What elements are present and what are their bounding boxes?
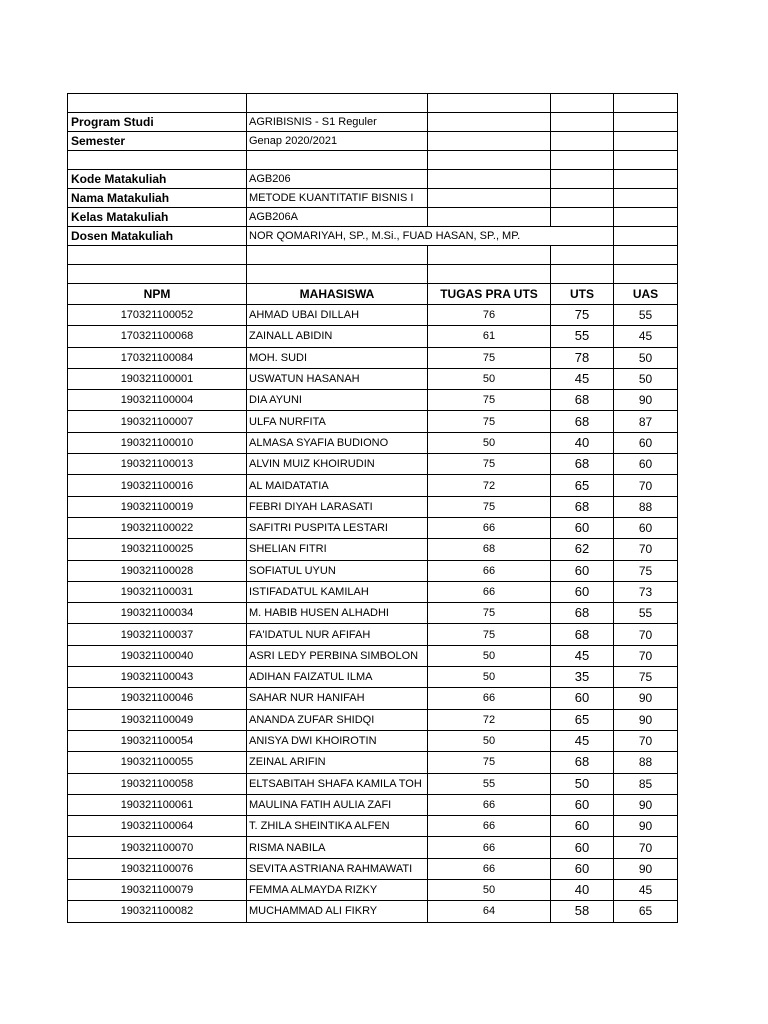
tugas-pra-uts-cell[interactable]: 75 <box>428 390 551 411</box>
kelas-matakuliah-value[interactable]: AGB206A <box>247 208 428 227</box>
table-row <box>68 794 678 815</box>
npm-cell[interactable]: 190321100028 <box>68 560 247 581</box>
mahasiswa-cell[interactable]: ISTIFADATUL KAMILAH <box>247 581 428 602</box>
mahasiswa-cell[interactable]: ADIHAN FAIZATUL ILMA <box>247 667 428 688</box>
tugas-pra-uts-cell[interactable]: 66 <box>428 816 551 837</box>
tugas-pra-uts-cell[interactable]: 66 <box>428 517 551 538</box>
mahasiswa-cell[interactable]: MUCHAMMAD ALI FIKRY <box>247 901 428 922</box>
uts-cell[interactable]: 58 <box>551 901 614 922</box>
mahasiswa-cell[interactable]: ANISYA DWI KHOIROTIN <box>247 730 428 751</box>
npm-cell[interactable]: 190321100070 <box>68 837 247 858</box>
info-row-nama <box>68 189 678 208</box>
mahasiswa-cell[interactable]: SAHAR NUR HANIFAH <box>247 688 428 709</box>
tugas-pra-uts-cell[interactable]: 50 <box>428 880 551 901</box>
uts-cell[interactable]: 65 <box>551 475 614 496</box>
table-row <box>68 411 678 432</box>
tugas-pra-uts-cell[interactable]: 50 <box>428 645 551 666</box>
mahasiswa-cell[interactable]: MOH. SUDI <box>247 347 428 368</box>
dosen-matakuliah-label[interactable]: Dosen Matakuliah <box>68 227 247 246</box>
kode-matakuliah-label[interactable]: Kode Matakuliah <box>68 170 247 189</box>
tugas-pra-uts-cell[interactable]: 50 <box>428 667 551 688</box>
tugas-pra-uts-cell[interactable]: 66 <box>428 581 551 602</box>
uas-cell[interactable]: 73 <box>614 581 678 602</box>
table-row <box>68 390 678 411</box>
npm-cell[interactable]: 190321100037 <box>68 624 247 645</box>
uts-cell[interactable]: 68 <box>551 496 614 517</box>
mahasiswa-cell[interactable]: FEBRI DIYAH LARASATI <box>247 496 428 517</box>
mahasiswa-cell[interactable]: USWATUN HASANAH <box>247 368 428 389</box>
table-row <box>68 475 678 496</box>
uas-cell[interactable]: 88 <box>614 752 678 773</box>
uas-cell[interactable]: 87 <box>614 411 678 432</box>
uts-cell[interactable]: 60 <box>551 858 614 879</box>
table-row <box>68 816 678 837</box>
header-uas[interactable]: UAS <box>614 284 678 305</box>
table-row <box>68 560 678 581</box>
uts-cell[interactable]: 65 <box>551 709 614 730</box>
tugas-pra-uts-cell[interactable]: 68 <box>428 539 551 560</box>
uts-cell[interactable]: 60 <box>551 794 614 815</box>
tugas-pra-uts-cell[interactable]: 75 <box>428 347 551 368</box>
npm-cell[interactable]: 190321100034 <box>68 603 247 624</box>
npm-cell[interactable]: 190321100019 <box>68 496 247 517</box>
uts-cell[interactable]: 55 <box>551 326 614 347</box>
table-row <box>68 667 678 688</box>
tugas-pra-uts-cell[interactable]: 72 <box>428 475 551 496</box>
uas-cell[interactable]: 70 <box>614 624 678 645</box>
header-uts[interactable]: UTS <box>551 284 614 305</box>
uts-cell[interactable]: 60 <box>551 816 614 837</box>
uts-cell[interactable]: 75 <box>551 305 614 326</box>
tugas-pra-uts-cell[interactable]: 66 <box>428 858 551 879</box>
table-row <box>68 305 678 326</box>
uas-cell[interactable]: 90 <box>614 816 678 837</box>
table-row <box>68 901 678 922</box>
npm-cell[interactable]: 190321100013 <box>68 454 247 475</box>
nama-matakuliah-value[interactable]: METODE KUANTITATIF BISNIS I <box>247 189 428 208</box>
table-row <box>68 496 678 517</box>
uts-cell[interactable]: 60 <box>551 688 614 709</box>
table-row <box>68 645 678 666</box>
uts-cell[interactable]: 68 <box>551 390 614 411</box>
uts-cell[interactable]: 60 <box>551 837 614 858</box>
header-npm[interactable]: NPM <box>68 284 247 305</box>
blank-row <box>68 151 678 170</box>
npm-cell[interactable]: 190321100058 <box>68 773 247 794</box>
uas-cell[interactable]: 90 <box>614 688 678 709</box>
header-row <box>68 284 678 305</box>
tugas-pra-uts-cell[interactable]: 66 <box>428 837 551 858</box>
blank-row <box>68 246 678 265</box>
tugas-pra-uts-cell[interactable]: 75 <box>428 603 551 624</box>
blank-row <box>68 265 678 284</box>
table-row <box>68 368 678 389</box>
uas-cell[interactable]: 60 <box>614 454 678 475</box>
npm-cell[interactable]: 190321100046 <box>68 688 247 709</box>
uts-cell[interactable]: 68 <box>551 411 614 432</box>
uas-cell[interactable]: 55 <box>614 603 678 624</box>
program-studi-label[interactable]: Program Studi <box>68 113 247 132</box>
npm-cell[interactable]: 190321100016 <box>68 475 247 496</box>
mahasiswa-cell[interactable]: ALVIN MUIZ KHOIRUDIN <box>247 454 428 475</box>
npm-cell[interactable]: 190321100040 <box>68 645 247 666</box>
tugas-pra-uts-cell[interactable]: 76 <box>428 305 551 326</box>
table-row <box>68 709 678 730</box>
tugas-pra-uts-cell[interactable]: 66 <box>428 794 551 815</box>
info-row-kode <box>68 170 678 189</box>
mahasiswa-cell[interactable]: ZEINAL ARIFIN <box>247 752 428 773</box>
uts-cell[interactable]: 62 <box>551 539 614 560</box>
mahasiswa-cell[interactable]: ANANDA ZUFAR SHIDQI <box>247 709 428 730</box>
npm-cell[interactable]: 190321100064 <box>68 816 247 837</box>
mahasiswa-cell[interactable]: M. HABIB HUSEN ALHADHI <box>247 603 428 624</box>
mahasiswa-cell[interactable]: ALMASA SYAFIA BUDIONO <box>247 432 428 453</box>
mahasiswa-cell[interactable]: AHMAD UBAI DILLAH <box>247 305 428 326</box>
uas-cell[interactable]: 90 <box>614 794 678 815</box>
uas-cell[interactable]: 55 <box>614 305 678 326</box>
uts-cell[interactable]: 50 <box>551 773 614 794</box>
npm-cell[interactable]: 190321100025 <box>68 539 247 560</box>
info-row-kelas <box>68 208 678 227</box>
npm-cell[interactable]: 190321100055 <box>68 752 247 773</box>
tugas-pra-uts-cell[interactable]: 75 <box>428 411 551 432</box>
mahasiswa-cell[interactable]: FEMMA ALMAYDA RIZKY <box>247 880 428 901</box>
table-row <box>68 432 678 453</box>
mahasiswa-cell[interactable]: SHELIAN FITRI <box>247 539 428 560</box>
table-row <box>68 603 678 624</box>
info-row-program-studi <box>68 113 678 132</box>
mahasiswa-cell[interactable]: MAULINA FATIH AULIA ZAFI <box>247 794 428 815</box>
mahasiswa-cell[interactable]: ULFA NURFITA <box>247 411 428 432</box>
mahasiswa-cell[interactable]: SEVITA ASTRIANA RAHMAWATI <box>247 858 428 879</box>
uts-cell[interactable]: 78 <box>551 347 614 368</box>
uas-cell[interactable]: 70 <box>614 539 678 560</box>
tugas-pra-uts-cell[interactable]: 64 <box>428 901 551 922</box>
npm-cell[interactable]: 190321100031 <box>68 581 247 602</box>
table-row <box>68 347 678 368</box>
tugas-pra-uts-cell[interactable]: 75 <box>428 752 551 773</box>
mahasiswa-cell[interactable]: ASRI LEDY PERBINA SIMBOLON <box>247 645 428 666</box>
table-row <box>68 880 678 901</box>
uts-cell[interactable]: 68 <box>551 603 614 624</box>
mahasiswa-cell[interactable]: T. ZHILA SHEINTIKA ALFEN <box>247 816 428 837</box>
uas-cell[interactable]: 70 <box>614 837 678 858</box>
info-row-dosen <box>68 227 678 246</box>
tugas-pra-uts-cell[interactable]: 55 <box>428 773 551 794</box>
mahasiswa-cell[interactable]: RISMA NABILA <box>247 837 428 858</box>
grade-sheet <box>67 93 678 923</box>
table-row <box>68 517 678 538</box>
tugas-pra-uts-cell[interactable]: 61 <box>428 326 551 347</box>
uts-cell[interactable]: 40 <box>551 432 614 453</box>
uts-cell[interactable]: 68 <box>551 624 614 645</box>
npm-cell[interactable]: 170321100084 <box>68 347 247 368</box>
mahasiswa-cell[interactable]: ELTSABITAH SHAFA KAMILA TOH <box>247 773 428 794</box>
table-row <box>68 858 678 879</box>
blank-row <box>68 94 678 113</box>
npm-cell[interactable]: 190321100076 <box>68 858 247 879</box>
info-row-semester <box>68 132 678 151</box>
mahasiswa-cell[interactable]: SAFITRI PUSPITA LESTARI <box>247 517 428 538</box>
uts-cell[interactable]: 45 <box>551 368 614 389</box>
table-row <box>68 454 678 475</box>
uts-cell[interactable]: 68 <box>551 454 614 475</box>
npm-cell[interactable]: 170321100052 <box>68 305 247 326</box>
tugas-pra-uts-cell[interactable]: 50 <box>428 730 551 751</box>
table-row <box>68 326 678 347</box>
uts-cell[interactable]: 60 <box>551 560 614 581</box>
semester-value[interactable]: Genap 2020/2021 <box>247 132 428 151</box>
npm-cell[interactable]: 190321100043 <box>68 667 247 688</box>
table-row <box>68 624 678 645</box>
npm-cell[interactable]: 190321100049 <box>68 709 247 730</box>
uas-cell[interactable]: 70 <box>614 730 678 751</box>
uas-cell[interactable]: 75 <box>614 560 678 581</box>
kelas-matakuliah-label[interactable]: Kelas Matakuliah <box>68 208 247 227</box>
semester-label[interactable]: Semester <box>68 132 247 151</box>
uas-cell[interactable]: 45 <box>614 326 678 347</box>
uas-cell[interactable]: 90 <box>614 709 678 730</box>
uas-cell[interactable]: 88 <box>614 496 678 517</box>
tugas-pra-uts-cell[interactable]: 72 <box>428 709 551 730</box>
uas-cell[interactable]: 50 <box>614 347 678 368</box>
program-studi-value[interactable]: AGRIBISNIS - S1 Reguler <box>247 113 428 132</box>
uts-cell[interactable]: 35 <box>551 667 614 688</box>
tugas-pra-uts-cell[interactable]: 75 <box>428 454 551 475</box>
uts-cell[interactable]: 68 <box>551 752 614 773</box>
npm-cell[interactable]: 190321100061 <box>68 794 247 815</box>
uts-cell[interactable]: 60 <box>551 581 614 602</box>
uas-cell[interactable]: 70 <box>614 645 678 666</box>
npm-cell[interactable]: 190321100001 <box>68 368 247 389</box>
dosen-matakuliah-value[interactable]: NOR QOMARIYAH, SP., M.Si., FUAD HASAN, SP., MP. <box>247 227 614 246</box>
uas-cell[interactable]: 90 <box>614 858 678 879</box>
npm-cell[interactable]: 190321100022 <box>68 517 247 538</box>
uas-cell[interactable]: 85 <box>614 773 678 794</box>
tugas-pra-uts-cell[interactable]: 75 <box>428 624 551 645</box>
uas-cell[interactable]: 90 <box>614 390 678 411</box>
uas-cell[interactable]: 45 <box>614 880 678 901</box>
tugas-pra-uts-cell[interactable]: 50 <box>428 368 551 389</box>
npm-cell[interactable]: 190321100004 <box>68 390 247 411</box>
mahasiswa-cell[interactable]: FA'IDATUL NUR AFIFAH <box>247 624 428 645</box>
uas-cell[interactable]: 50 <box>614 368 678 389</box>
table-row <box>68 773 678 794</box>
uas-cell[interactable]: 75 <box>614 667 678 688</box>
npm-cell[interactable]: 190321100082 <box>68 901 247 922</box>
mahasiswa-cell[interactable]: ZAINALL ABIDIN <box>247 326 428 347</box>
npm-cell[interactable]: 190321100079 <box>68 880 247 901</box>
uas-cell[interactable]: 65 <box>614 901 678 922</box>
uts-cell[interactable]: 45 <box>551 730 614 751</box>
uas-cell[interactable]: 60 <box>614 432 678 453</box>
npm-cell[interactable]: 190321100054 <box>68 730 247 751</box>
tugas-pra-uts-cell[interactable]: 66 <box>428 560 551 581</box>
mahasiswa-cell[interactable]: DIA AYUNI <box>247 390 428 411</box>
header-tugas-pra-uts[interactable]: TUGAS PRA UTS <box>428 284 551 305</box>
uas-cell[interactable]: 70 <box>614 475 678 496</box>
header-mahasiswa[interactable]: MAHASISWA <box>247 284 428 305</box>
uts-cell[interactable]: 45 <box>551 645 614 666</box>
table-row <box>68 730 678 751</box>
npm-cell[interactable]: 170321100068 <box>68 326 247 347</box>
table-row <box>68 752 678 773</box>
npm-cell[interactable]: 190321100007 <box>68 411 247 432</box>
mahasiswa-cell[interactable]: AL MAIDATATIA <box>247 475 428 496</box>
table-row <box>68 837 678 858</box>
tugas-pra-uts-cell[interactable]: 75 <box>428 496 551 517</box>
uts-cell[interactable]: 60 <box>551 517 614 538</box>
table-row <box>68 688 678 709</box>
uts-cell[interactable]: 40 <box>551 880 614 901</box>
nama-matakuliah-label[interactable]: Nama Matakuliah <box>68 189 247 208</box>
tugas-pra-uts-cell[interactable]: 66 <box>428 688 551 709</box>
table-row <box>68 581 678 602</box>
table-row <box>68 539 678 560</box>
kode-matakuliah-value[interactable]: AGB206 <box>247 170 428 189</box>
tugas-pra-uts-cell[interactable]: 50 <box>428 432 551 453</box>
npm-cell[interactable]: 190321100010 <box>68 432 247 453</box>
uas-cell[interactable]: 60 <box>614 517 678 538</box>
mahasiswa-cell[interactable]: SOFIATUL UYUN <box>247 560 428 581</box>
